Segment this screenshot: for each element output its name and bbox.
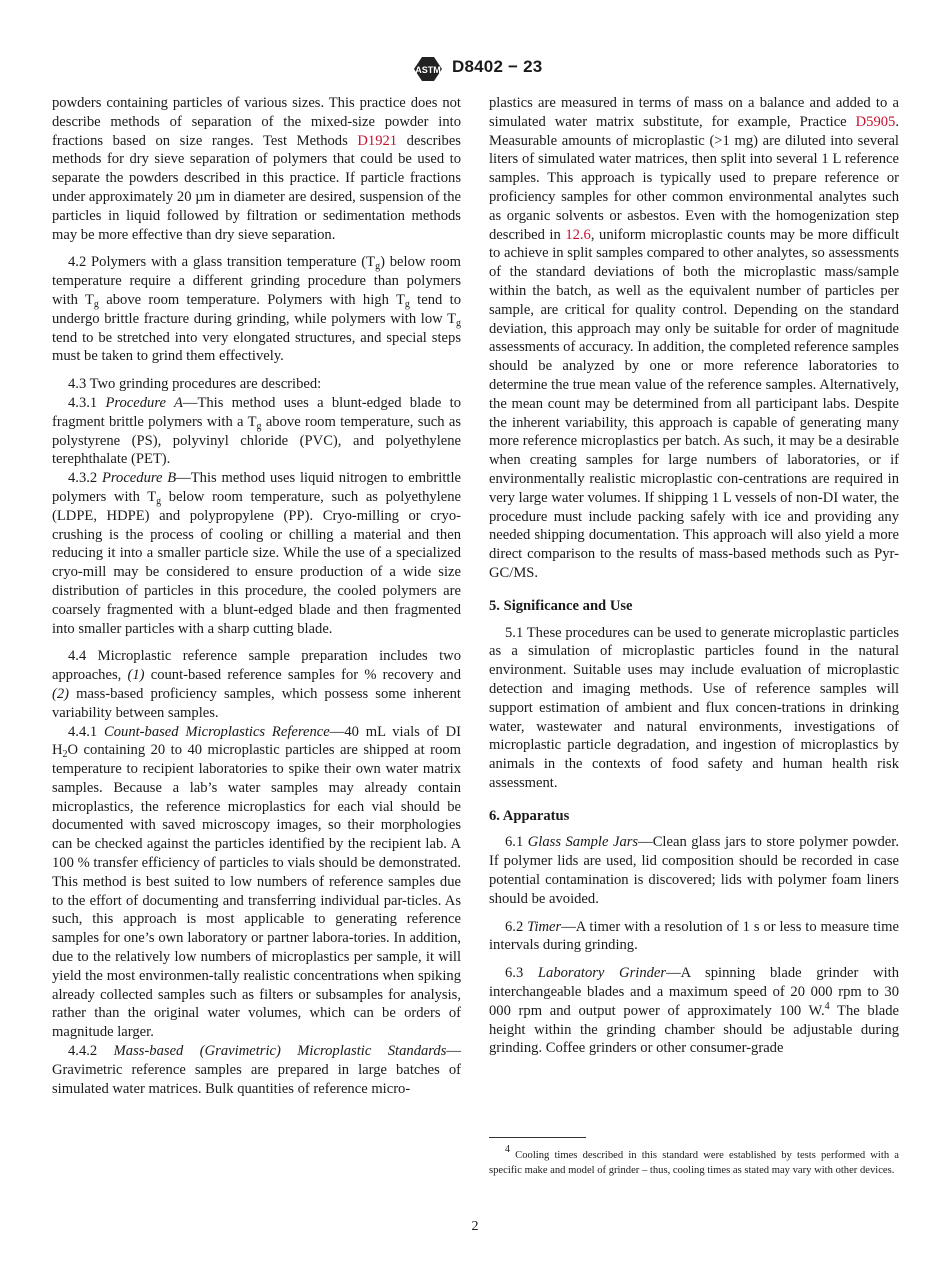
svg-text:ASTM: ASTM — [415, 65, 441, 75]
paragraph-4-4-2-continued: plastics are measured in terms of mass on a balance and added to a simulated water matrix substitute, for example, Practice D5905. Measurable amounts of microplastic (>1 mg) are diluted into several liters of simulated water matrices, then split into several 1 L reference samples. This approach is typically used to prepare reference or proficiency samples for other common environmental analytes such as organic solvents or asbestos. Even with the homogenization step described in 12.6, uniform microplastic counts may be more difficult to achieve in split samples compared to other analytes, so assessments of the standard deviations of both the microplastic mass/sample within the batch, as well as the equivalent number of particles per sample, are critical for quality control. Depending on the standard deviation, this approach may only be suitable for order of magnitude assessments of accuracy. In addition, the completed reference samples should be analyzed by one or more reference laboratories to determine the true mean value of the reference samples. Alternatively, the mean count may be determined from all participant labs. Despite the inherent variability, this approach is capable of generating many more reference microplastics per batch. As such, it may be a desirable when creating samples for large numbers of laboratories, or if environmentally realistic microplastic con-centrations are required in very large water volumes. If shipping 1 L vessels of non-DI water, the procedure must include packing safely with ice and providing any needed shipping documentation. This approach will also yield a more direct comparison to the results of mass-based methods such as Pyr-GC/MS. — [489, 95, 899, 581]
paragraph-4-3-1: 4.3.1 Procedure A—This method uses a blunt-edged blade to fragment brittle polymers with a $T_g$ above room temperature, such as polystyrene (PS), polyvinyl chloride (PVC), and polyethylene terephthalate (PET). — [52, 394, 461, 468]
paragraph-4-4-1: 4.4.1 Count-based Microplastics Reference—40 mL vials of DI $H_2O$ containing 20 to 40 microplastic particles are shipped at room temperature to recipient laboratories to spike their own water matrix samples. Because a lab’s water samples may already contain microplastics, the reference microplastics for each vial should be documented with saved microscopy images, so their morphologies can be checked against the particles identified by the recipient lab. A 100 % transfer efficiency of particles to vials should be demonstrated. This method is best suited to low numbers of reference samples due to the effort of documenting and transferring individual par-ticles. As such, this approach is most applicable to generating reference samples for one’s own laboratory or partner labora-tories. In addition, due to the relatively low numbers of microplastics per sample, it will yield the most environmen-tally realistic concentrations when spiking already collected samples such as filters or subsamples for analysis, rather than the original water volumes, which can be orders of magnitude larger. — [52, 723, 461, 1041]
footnote-ref-4[interactable]: 4 — [824, 1000, 830, 1012]
paragraph-4-1-continued: powders containing particles of various sizes. This practice does not describe methods of separation of the mixed-size powder into fractions based on size ranges. Test Methods D1921 describes methods for dry sieve separation of polymers that could be used to separate the powders described in this practice. If particle fractions under approximately 20 µm in diameter are desired, suspension of the particles in liquid followed by filtration or sedimentation methods may be more effective than dry sieve separation. — [52, 95, 461, 243]
paragraph-5-1: 5.1 These procedures can be used to generate microplastic particles as a simulation of microplastic particles found in the natural environment. Suitable uses may include evaluation of microplastic detection and imaging methods. Use of reference samples will support estimation of ambient and flux concen-trations in drinking water, wastewater and natural environments, investigations of microplastic particle degradation, and ingestion of microplastics by animals in the contexts of food safety and human health risk assessment. — [489, 624, 899, 791]
link-d1921[interactable]: D1921 — [357, 132, 398, 149]
left-column — [52, 94, 461, 1107]
paragraph-4-3-2: 4.3.2 Procedure B—This method uses liquid nitrogen to embrittle polymers with $T_g$ below room temperature, such as polyethylene (LDPE, HDPE) and polypropylene (PP). Cryo-milling or cryo-crushing is the process of cooling or chilling a material and then reducing it into a smaller particle size. While the use of a specialized cryo-mill may be considered to ensure production of a wide size distribution of particles in this procedure, the cooled polymers are coarsely fragmented with a blunt-edged blade and then fragmented into smaller particles with a sharp cutting blade. — [52, 470, 461, 637]
standard-designation: D8402 − 23 — [452, 57, 543, 76]
paragraph-4-2: 4.2 Polymers with a glass transition temperature $(T_g)$ below room temperature require a different grinding procedure than polymers with $T_g$ above room temperature. Polymers with high $T_g$ tend to undergo brittle fracture during grinding, while polymers with low $T_g$ tend to be stretched into very elongated structures, and special steps must be taken to grind them effectively. — [52, 254, 461, 365]
page-number: 2 — [471, 1219, 479, 1234]
footnote-4: $^4$ Cooling times described in this standard were established by tests performed with a specific make and model of grinder – thus, cooling times as stated may vary with other devices. — [489, 1144, 899, 1177]
right-column — [489, 94, 899, 1067]
paragraph-6-2: 6.2 Timer—A timer with a resolution of 1 s or less to measure time intervals during grinding. — [489, 918, 899, 954]
astm-logo-icon — [408, 54, 448, 84]
section-heading-5: 5. Significance and Use — [489, 597, 633, 614]
footnote-divider — [489, 1137, 586, 1138]
link-d5905[interactable]: D5905 — [855, 113, 896, 130]
section-heading-6: 6. Apparatus — [489, 807, 570, 824]
paragraph-4-3: 4.3 Two grinding procedures are described: — [68, 376, 322, 393]
paragraph-4-4-2: 4.4.2 Mass-based (Gravimetric) Microplastic Standards—Gravimetric reference samples are prepared in large batches of simulated water matrices. Bulk quantities of reference micro- — [52, 1043, 461, 1097]
paragraph-4-4: 4.4 Microplastic reference sample preparation includes two approaches, (1) count-based reference samples for % recovery and (2) mass-based proficiency samples, which possess some inherent variability between samples. — [52, 648, 461, 721]
page-header — [0, 54, 950, 84]
link-section-12-6[interactable]: 12.6 — [565, 226, 591, 243]
paragraph-6-1: 6.1 Glass Sample Jars—Clean glass jars to store polymer powder. If polymer lids are used, lid composition should be recorded in case potential contamination is discovered; lids with polymer foam liners should be avoided. — [489, 834, 899, 907]
paragraph-6-3: 6.3 Laboratory Grinder—A spinning blade grinder with interchangeable blades and a maximum speed of 20 000 rpm to 30 000 rpm and output power of approximately 100 W.$^4$ The blade height within the grinding chamber should be adjustable during grinding. Coffee grinders or other consumer-grade — [489, 965, 899, 1057]
